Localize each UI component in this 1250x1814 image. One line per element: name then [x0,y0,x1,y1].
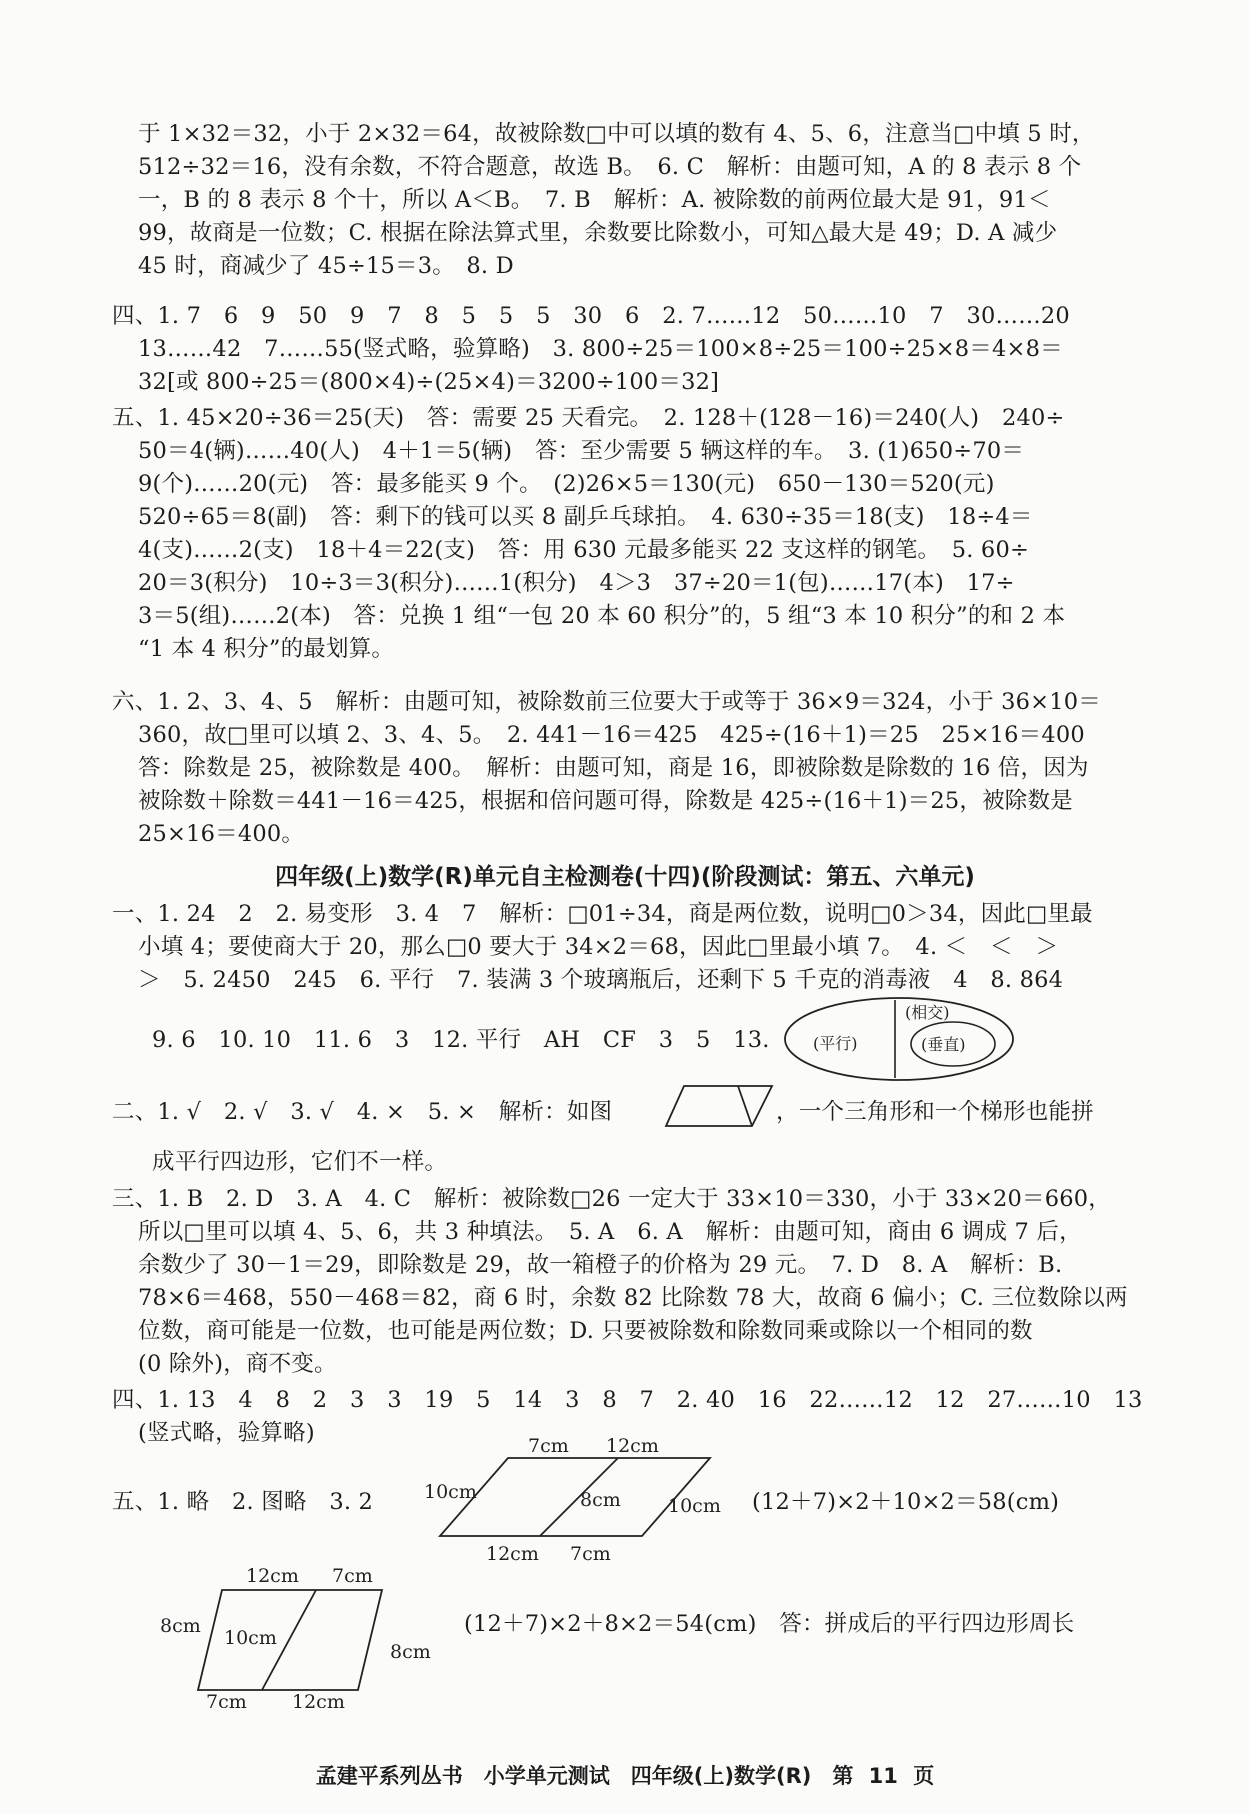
text-line: 50＝4(辆)……40(人) 4＋1＝5(辆) 答：至少需要 5 辆这样的车。 3. (1)650÷70＝ [138,438,1025,464]
text-line: 一、1. 24 2 2. 易变形 3. 4 7 解析：□01÷34，商是两位数，说明□0＞34，因此□里最 [112,901,1093,927]
text-line: 13……42 7……55(竖式略，验算略) 3. 800÷25＝100×8÷25＝100÷25×8＝4×8＝ [138,336,1063,362]
fig2-label: 7cm [332,1565,373,1587]
text-line: (0 除外)，商不变。 [138,1351,337,1377]
text-line: 25×16＝400。 [138,821,305,847]
venn-top-label: (相交) [905,1003,950,1022]
fig1-label: 7cm [528,1435,569,1457]
text-line: 三、1. B 2. D 3. A 4. C 解析：被除数□26 一定大于 33×10＝330，小于 33×20＝660， [112,1186,1111,1212]
text-line: 四、1. 13 4 8 2 3 3 19 5 14 3 8 7 2. 40 16 22……12 12 27……10 13 [112,1387,1143,1413]
text-line: 被除数＋除数＝441－16＝425，根据和倍问题可得，除数是 425÷(16＋1)＝25，被除数是 [138,788,1073,814]
text-line: 于 1×32＝32，小于 2×32＝64，故被除数□中可以填的数有 4、5、6，注意当□中填 5 时， [138,121,1095,147]
text-line: ＞ 5. 2450 245 6. 平行 7. 装满 3 个玻璃瓶后，还剩下 5 千克的消毒液 4 8. 864 [138,967,1064,993]
text-line: 答：除数是 25，被除数是 400。 解析：由题可知，商是 16，即被除数是除数的 16 倍，因为 [138,755,1089,781]
text-line: 3＝5(组)……2(本) 答：兑换 1 组“一包 20 本 60 积分”的，5 组“3 本 10 积分”的和 2 本 [138,603,1066,629]
text-line: 99，故商是一位数；C. 根据在除法算式里，余数要比除数小，可知△最大是 49；D. A 减少 [138,220,1058,246]
fig2-label: 7cm [206,1691,247,1708]
figure-parallelogram-1 [420,1428,740,1568]
text-line: 六、1. 2、3、4、5 解析：由题可知，被除数前三位要大于或等于 36×9＝324，小于 36×10＝ [112,689,1101,715]
venn-inner-label: (垂直) [921,1035,966,1054]
text-line: (12＋7)×2＋8×2＝54(cm) 答：拼成后的平行四边形周长 [464,1611,1075,1637]
text-line: (竖式略，验算略) [138,1420,315,1446]
fig2-label: 12cm [246,1565,299,1587]
fig1-label: 12cm [486,1543,539,1565]
fig1-label: 10cm [668,1495,721,1517]
fig2-label: 10cm [224,1627,277,1649]
text-line: 9(个)……20(元) 答：最多能买 9 个。 (2)26×5＝130(元) 650－130＝520(元) [138,471,995,497]
text-line: 所以□里可以填 4、5、6，共 3 种填法。 5. A 6. A 解析：由题可知，商由 6 调成 7 后， [138,1219,1082,1245]
venn-diagram [783,994,1015,1084]
fig2-label: 12cm [292,1691,345,1708]
fig1-label: 10cm [424,1481,477,1503]
fig1-label: 8cm [580,1489,621,1511]
text-line: 余数少了 30－1＝29，即除数是 29，故一箱橙子的价格为 29 元。 7. D 8. A 解析：B. [138,1252,1063,1278]
text-line: 位数，商可能是一位数，也可能是两位数；D. 只要被除数和除数同乘或除以一个相同的数 [138,1318,1033,1344]
text-line: 五、1. 略 2. 图略 3. 2 [112,1489,374,1515]
text-line: 78×6＝468，550－468＝82，商 6 时，余数 82 比除数 78 大，故商 6 偏小；C. 三位数除以两 [138,1285,1128,1311]
text-line: 4(支)……2(支) 18＋4＝22(支) 答：用 630 元最多能买 22 支这样的钢笔。 5. 60÷ [138,537,1030,563]
section-title: 四年级(上)数学(R)单元自主检测卷(十四)(阶段测试：第五、六单元) [275,864,975,890]
text-line: 二、1. √ 2. √ 3. √ 4. × 5. × 解析：如图 [112,1099,613,1125]
text-line: 成平行四边形，它们不一样。 [152,1149,448,1175]
text-line: 512÷32＝16，没有余数，不符合题意，故选 B。 6. C 解析：由题可知，A 的 8 表示 8 个 [138,154,1082,180]
text-line: 360，故□里可以填 2、3、4、5。 2. 441－16＝425 425÷(16＋1)＝25 25×16＝400 [138,722,1085,748]
parallelogram-split-figure [664,1082,776,1130]
text-line: 五、1. 45×20÷36＝25(天) 答：需要 25 天看完。 2. 128＋(128－16)＝240(人) 240÷ [112,405,1065,431]
fig1-label: 7cm [570,1543,611,1565]
text-line: (12＋7)×2＋10×2＝58(cm) [752,1489,1060,1515]
text-line: ，一个三角形和一个梯形也能拼 [776,1099,1094,1125]
text-line: 9. 6 10. 10 11. 6 3 12. 平行 AH CF 3 5 13. [152,1027,770,1053]
text-line: 小填 4；要使商大于 20，那么□0 要大于 34×2＝68，因此□里最小填 7。 4. ＜ ＜ ＞ [138,934,1059,960]
text-line: “1 本 4 积分”的最划算。 [138,636,395,662]
text-line: 四、1. 7 6 9 50 9 7 8 5 5 5 30 6 2. 7……12 50……10 7 30……20 [112,303,1070,329]
fig1-label: 12cm [606,1435,659,1457]
fig2-label: 8cm [390,1641,431,1663]
fig2-label: 8cm [160,1615,201,1637]
text-line: 520÷65＝8(副) 答：剩下的钱可以买 8 副乒乓球拍。 4. 630÷35＝18(支) 18÷4＝ [138,504,1033,530]
text-line: 一，B 的 8 表示 8 个十，所以 A＜B。 7. B 解析：A. 被除数的前两位最大是 91，91＜ [138,187,1051,213]
figure-parallelogram-2 [160,1558,450,1708]
page-footer: 孟建平系列丛书 小学单元测试 四年级(上)数学(R) 第 11 页 [315,1764,935,1788]
venn-outer-label: (平行) [813,1034,858,1053]
text-line: 32[或 800÷25＝(800×4)÷(25×4)＝3200÷100＝32] [138,369,720,395]
text-line: 45 时，商减少了 45÷15＝3。 8. D [138,253,514,279]
text-line: 20＝3(积分) 10÷3＝3(积分)……1(积分) 4＞3 37÷20＝1(包)……17(本) 17÷ [138,570,1015,596]
